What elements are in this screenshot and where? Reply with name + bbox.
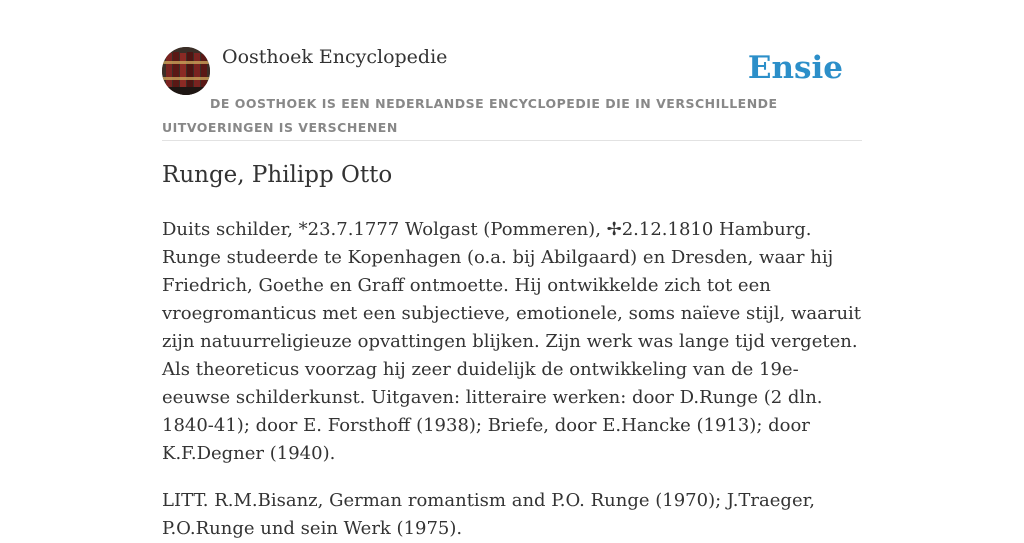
brand-logo[interactable]: Ensie <box>747 50 843 86</box>
article-body <box>162 216 866 543</box>
site-name[interactable]: Oosthoek Encyclopedie <box>222 46 448 68</box>
encyclopedia-books-icon[interactable] <box>162 47 210 95</box>
article-title: Runge, Philipp Otto <box>162 162 393 188</box>
site-header <box>162 44 862 141</box>
article-literature: LITT. R.M.Bisanz, German romantism and P.O. Runge (1970); J.Traeger, P.O.Runge und sein Werk (1975). <box>162 490 815 539</box>
article-paragraph: Duits schilder, *23.7.1777 Wolgast (Pommeren), ✢2.12.1810 Hamburg. Runge studeerde te Kopenhagen (o.a. bij Abilgaard) en Dresden, waar hij Friedrich, Goethe en Graff ontmoette. Hij ontwikkelde zich tot een vroegromanticus met een subjectieve, emotionele, soms naïeve stijl, waaruit zijn natuurreligieuze opvattingen blijken. Zijn werk was lange tijd vergeten. Als theoreticus voorzag hij zeer duidelijk de ontwikkeling van de 19e-eeuwse schilderkunst. Uitgaven: litteraire werken: door D.Runge (2 dln. 1840-41); door E. Forsthoff (1938); Briefe, door E.Hancke (1913); door K.F.Degner (1940). <box>162 219 862 464</box>
site-tagline: DE OOSTHOEK IS EEN NEDERLANDSE ENCYCLOPEDIE DIE IN VERSCHILLENDE UITVOERINGEN IS VERSCHENEN <box>162 96 778 135</box>
